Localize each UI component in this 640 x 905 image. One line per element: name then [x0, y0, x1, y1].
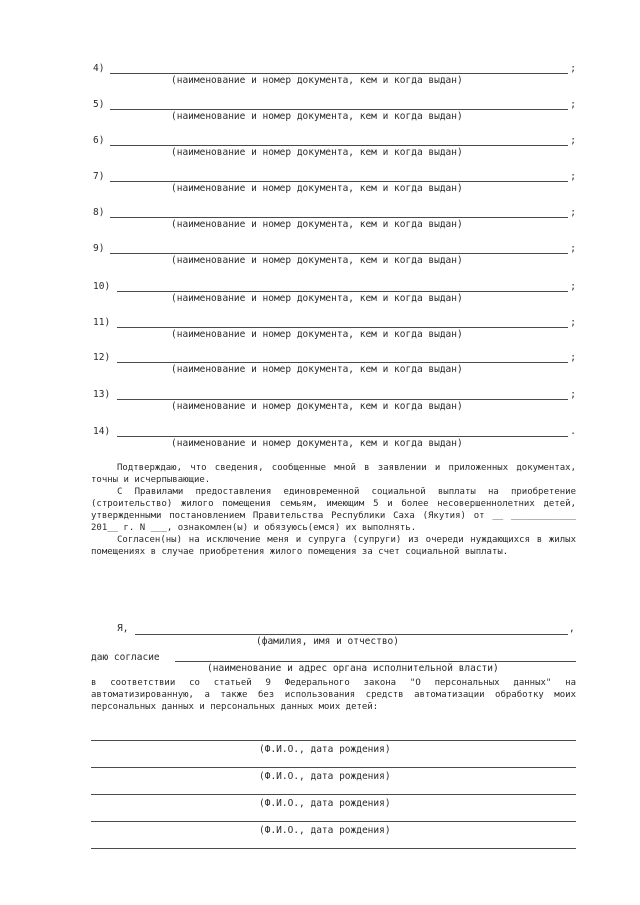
- fill-line[interactable]: [110, 181, 568, 182]
- item-number: 14): [93, 426, 111, 437]
- item-caption: (наименование и номер документа, кем и когда выдан): [171, 183, 463, 194]
- item-caption: (наименование и номер документа, кем и когда выдан): [171, 329, 463, 340]
- document-item: [93, 317, 576, 339]
- fill-line[interactable]: [110, 109, 568, 110]
- item-end-mark: ;: [570, 207, 576, 218]
- fill-line[interactable]: [117, 436, 568, 437]
- consent-i-label: Я,: [117, 623, 129, 634]
- child-caption: (Ф.И.О., дата рождения): [259, 798, 391, 809]
- item-end-mark: ;: [570, 63, 576, 74]
- consent-give-label: даю согласие: [91, 652, 160, 663]
- fill-line[interactable]: [110, 73, 568, 74]
- document-item: [93, 352, 576, 374]
- statement-confirm: Подтверждаю, что сведения, сообщенные мной в заявлении и приложенных документах, точны и исчерпывающие.: [91, 463, 576, 485]
- item-number: 6): [93, 135, 105, 146]
- item-end-mark: ;: [570, 352, 576, 363]
- item-caption: (наименование и номер документа, кем и когда выдан): [171, 255, 463, 266]
- statement-agree: Согласен(ны) на исключение меня и супруга (супруги) из очереди нуждающихся в жилых помещениях в случае приобретения жилого помещения за счет социальной выплаты.: [91, 535, 576, 557]
- item-end-mark: ;: [570, 389, 576, 400]
- fill-line[interactable]: [117, 291, 568, 292]
- item-end-mark: ;: [570, 317, 576, 328]
- consent-text: в соответствии со статьей 9 Федерального закона "О персональных данных" на автоматизированную, а также без использования средств автоматизации обработку моих персональных данных и персональных данных моих детей:: [91, 678, 576, 712]
- item-caption: (наименование и номер документа, кем и когда выдан): [171, 147, 463, 158]
- item-caption: (наименование и номер документа, кем и когда выдан): [171, 111, 463, 122]
- child-line[interactable]: [91, 767, 576, 768]
- item-caption: (наименование и номер документа, кем и когда выдан): [171, 293, 463, 304]
- item-number: 10): [93, 281, 111, 292]
- organ-caption: (наименование и адрес органа исполнительной власти): [207, 663, 499, 674]
- child-caption: (Ф.И.О., дата рождения): [259, 771, 391, 782]
- item-number: 12): [93, 352, 111, 363]
- fill-line[interactable]: [110, 217, 568, 218]
- document-item: [93, 99, 576, 121]
- item-number: 5): [93, 99, 105, 110]
- document-item: [93, 389, 576, 411]
- document-item: [93, 135, 576, 157]
- item-number: 4): [93, 63, 105, 74]
- fill-line[interactable]: [110, 145, 568, 146]
- child-entry: [91, 821, 576, 847]
- item-number: 7): [93, 171, 105, 182]
- child-entry: [91, 767, 576, 793]
- item-caption: (наименование и номер документа, кем и когда выдан): [171, 438, 463, 449]
- statement-rules: С Правилами предоставления единовременной социальной выплаты на приобретение (строительство) жилого помещения семьям, имеющим 5 и более несовершеннолетних детей, утвержденными постановлением Правительства Республики Саха (Якутия) от __ ____________ 201__ г. N ___, ознакомлен(ы) и обязуюсь(емся) их выполнять.: [91, 487, 576, 533]
- item-caption: (наименование и номер документа, кем и когда выдан): [171, 75, 463, 86]
- organ-line[interactable]: [175, 661, 576, 662]
- child-caption: (Ф.И.О., дата рождения): [259, 744, 391, 755]
- document-item: [93, 281, 576, 303]
- fill-line[interactable]: [117, 362, 568, 363]
- item-caption: (наименование и номер документа, кем и когда выдан): [171, 219, 463, 230]
- item-number: 11): [93, 317, 111, 328]
- item-caption: (наименование и номер документа, кем и когда выдан): [171, 401, 463, 412]
- document-item: [93, 63, 576, 85]
- item-caption: (наименование и номер документа, кем и когда выдан): [171, 364, 463, 375]
- item-end-mark: ;: [570, 135, 576, 146]
- item-number: 13): [93, 389, 111, 400]
- document-item: [93, 171, 576, 193]
- consent-i-end: ,: [569, 623, 575, 634]
- fio-line[interactable]: [135, 634, 568, 635]
- child-line-last[interactable]: [91, 848, 576, 849]
- document-item: [93, 243, 576, 265]
- item-end-mark: ;: [570, 281, 576, 292]
- item-end-mark: ;: [570, 171, 576, 182]
- fill-line[interactable]: [117, 399, 568, 400]
- item-number: 8): [93, 207, 105, 218]
- statements: [91, 462, 576, 558]
- document-item: [93, 426, 576, 448]
- fill-line[interactable]: [110, 253, 568, 254]
- item-end-mark: ;: [570, 99, 576, 110]
- item-number: 9): [93, 243, 105, 254]
- document-item: [93, 207, 576, 229]
- child-caption: (Ф.И.О., дата рождения): [259, 825, 391, 836]
- item-end-mark: ;: [570, 243, 576, 254]
- item-end-mark: .: [570, 426, 576, 437]
- fill-line[interactable]: [117, 327, 568, 328]
- child-line[interactable]: [91, 821, 576, 822]
- child-line[interactable]: [91, 740, 576, 741]
- child-line[interactable]: [91, 794, 576, 795]
- child-entry: [91, 794, 576, 820]
- child-entry: [91, 740, 576, 766]
- fio-caption: (фамилия, имя и отчество): [256, 636, 399, 647]
